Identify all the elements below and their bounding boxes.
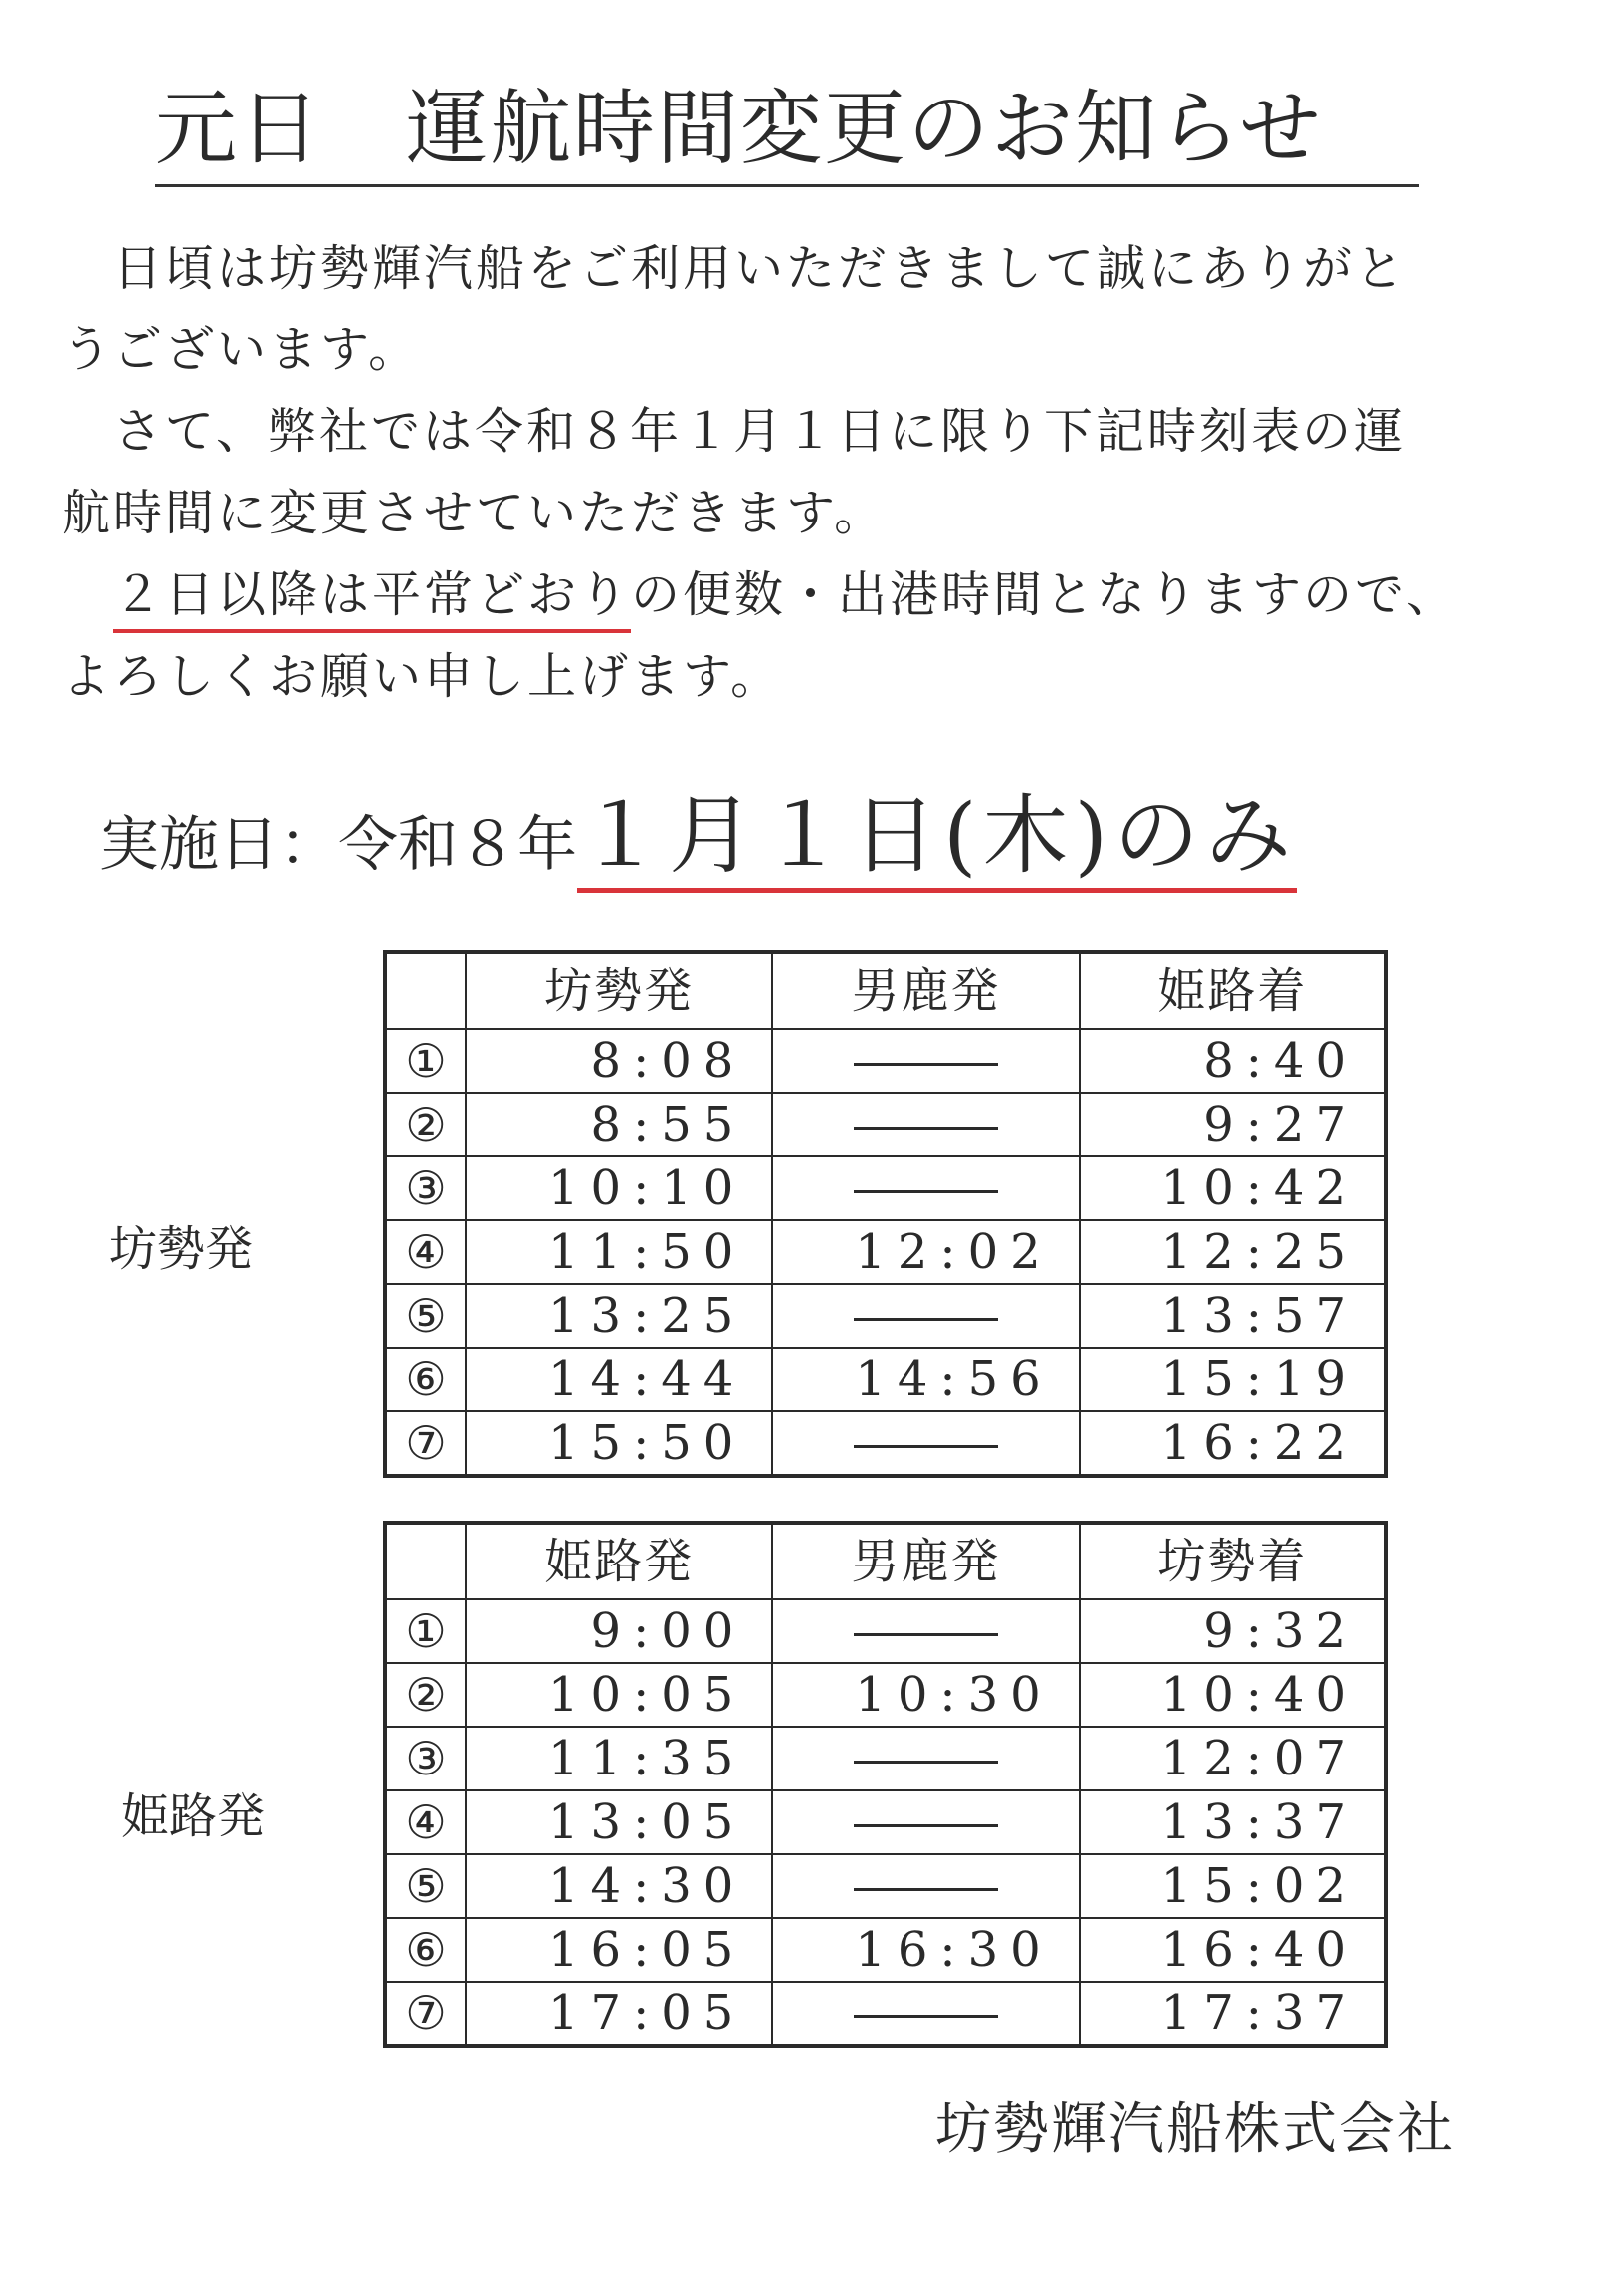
- no-stop-dash: [854, 1127, 998, 1130]
- trip-number: ⑦: [385, 1982, 466, 2046]
- arrival-time: 16:22: [1080, 1411, 1386, 1476]
- departure-time: 13:05: [466, 1790, 772, 1854]
- table-row: [385, 1411, 1386, 1476]
- table-row: [385, 1599, 1386, 1663]
- table-header-row: [385, 952, 1386, 1029]
- trip-number: ③: [385, 1156, 466, 1220]
- table-row: [385, 1348, 1386, 1411]
- departure-time: 10:10: [466, 1156, 772, 1220]
- departure-time: 14:44: [466, 1348, 772, 1411]
- no-stop-dash: [854, 1190, 998, 1193]
- ogashima-time: [772, 1599, 1079, 1663]
- notice-line-2: 航時間に変更させていただきます。: [62, 485, 887, 541]
- header-number: [385, 1523, 466, 1599]
- greeting-line-2: うございます。: [62, 321, 421, 378]
- company-name: 坊勢輝汽船株式会社: [935, 2097, 1455, 2162]
- ogashima-time: [772, 1727, 1079, 1790]
- trip-number: ③: [385, 1727, 466, 1790]
- resume-line-2: よろしくお願い申し上げます。: [62, 648, 783, 705]
- arrival-time: 15:19: [1080, 1348, 1386, 1411]
- table-row: [385, 1156, 1386, 1220]
- ogashima-time: [772, 1854, 1079, 1918]
- trip-number: ⑤: [385, 1284, 466, 1348]
- timetable-from-himeji: [383, 1521, 1388, 2048]
- no-stop-dash: [854, 1633, 998, 1636]
- ogashima-time: 12:02: [772, 1220, 1079, 1284]
- departure-time: 8:08: [466, 1029, 772, 1093]
- departure-time: 14:30: [466, 1854, 772, 1918]
- resume-underlined-text: ２日以降は平常どおり: [113, 566, 631, 633]
- trip-number: ④: [385, 1220, 466, 1284]
- trip-number: ④: [385, 1790, 466, 1854]
- arrival-time: 10:40: [1080, 1663, 1386, 1727]
- trip-number: ⑦: [385, 1411, 466, 1476]
- no-stop-dash: [854, 1761, 998, 1764]
- departure-time: 16:05: [466, 1918, 772, 1982]
- timetable-from-bose: [383, 950, 1388, 1478]
- table-row: [385, 1918, 1386, 1982]
- departure-time: 11:35: [466, 1727, 772, 1790]
- departure-time: 9:00: [466, 1599, 772, 1663]
- header-departure: 坊勢発: [466, 952, 772, 1029]
- arrival-time: 9:32: [1080, 1599, 1386, 1663]
- no-stop-dash: [854, 1824, 998, 1827]
- section-label-bose: 坊勢発: [109, 1221, 254, 1277]
- header-arrival: 坊勢着: [1080, 1523, 1386, 1599]
- header-middle: 男鹿発: [772, 952, 1079, 1029]
- departure-time: 17:05: [466, 1982, 772, 2046]
- arrival-time: 13:37: [1080, 1790, 1386, 1854]
- table-row: [385, 1854, 1386, 1918]
- ogashima-time: [772, 1790, 1079, 1854]
- ogashima-time: 16:30: [772, 1918, 1079, 1982]
- table-row: [385, 1727, 1386, 1790]
- trip-number: ②: [385, 1093, 466, 1156]
- arrival-time: 12:25: [1080, 1220, 1386, 1284]
- ogashima-time: [772, 1284, 1079, 1348]
- arrival-time: 13:57: [1080, 1284, 1386, 1348]
- departure-time: 10:05: [466, 1663, 772, 1727]
- no-stop-dash: [854, 1318, 998, 1321]
- table-row: [385, 1982, 1386, 2046]
- implementation-date-value: １月１日(木)のみ: [577, 786, 1297, 893]
- departure-time: 13:25: [466, 1284, 772, 1348]
- page-title: 元日 運航時間変更のお知らせ: [155, 80, 1419, 187]
- arrival-time: 15:02: [1080, 1854, 1386, 1918]
- departure-time: 11:50: [466, 1220, 772, 1284]
- ogashima-time: [772, 1093, 1079, 1156]
- header-departure: 姫路発: [466, 1523, 772, 1599]
- trip-number: ①: [385, 1599, 466, 1663]
- trip-number: ①: [385, 1029, 466, 1093]
- resume-line-1: [62, 553, 1554, 637]
- table-row: [385, 1220, 1386, 1284]
- implementation-label: 実施日：令和８年: [100, 810, 577, 880]
- table-row: [385, 1663, 1386, 1727]
- section-label-himeji: 姫路発: [121, 1788, 266, 1844]
- ogashima-time: [772, 1029, 1079, 1093]
- ogashima-time: 14:56: [772, 1348, 1079, 1411]
- ogashima-time: [772, 1156, 1079, 1220]
- arrival-time: 16:40: [1080, 1918, 1386, 1982]
- ogashima-time: [772, 1982, 1079, 2046]
- table-row: [385, 1284, 1386, 1348]
- no-stop-dash: [854, 2015, 998, 2018]
- header-arrival: 姫路着: [1080, 952, 1386, 1029]
- header-middle: 男鹿発: [772, 1523, 1079, 1599]
- ogashima-time: [772, 1411, 1079, 1476]
- greeting-line-1: 日頃は坊勢輝汽船をご利用いただきまして誠にありがと: [62, 240, 1408, 297]
- no-stop-dash: [854, 1063, 998, 1066]
- notice-line-1: さて、弊社では令和８年１月１日に限り下記時刻表の運: [62, 403, 1407, 460]
- departure-time: 8:55: [466, 1093, 772, 1156]
- arrival-time: 17:37: [1080, 1982, 1386, 2046]
- no-stop-dash: [854, 1445, 998, 1448]
- table-header-row: [385, 1523, 1386, 1599]
- table-row: [385, 1790, 1386, 1854]
- arrival-time: 12:07: [1080, 1727, 1386, 1790]
- arrival-time: 10:42: [1080, 1156, 1386, 1220]
- table-row: [385, 1029, 1386, 1093]
- trip-number: ⑤: [385, 1854, 466, 1918]
- trip-number: ⑥: [385, 1918, 466, 1982]
- table-row: [385, 1093, 1386, 1156]
- departure-time: 15:50: [466, 1411, 772, 1476]
- header-number: [385, 952, 466, 1029]
- trip-number: ②: [385, 1663, 466, 1727]
- no-stop-dash: [854, 1888, 998, 1891]
- trip-number: ⑥: [385, 1348, 466, 1411]
- resume-rest-text: の便数・出港時間となりますので、: [631, 566, 1459, 623]
- implementation-date: [100, 786, 1297, 886]
- arrival-time: 8:40: [1080, 1029, 1386, 1093]
- ogashima-time: 10:30: [772, 1663, 1079, 1727]
- arrival-time: 9:27: [1080, 1093, 1386, 1156]
